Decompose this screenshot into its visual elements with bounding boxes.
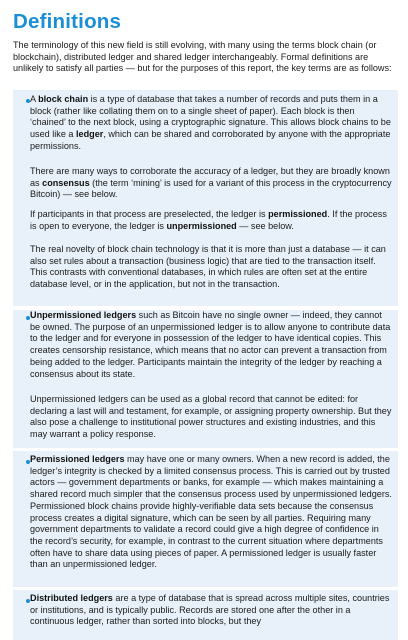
- term-permissioned-ledgers: Permissioned ledgers: [30, 454, 125, 464]
- distributed-definition: Distributed ledgers are a type of database that is spread across multiple sites, countries or institutions, and is typically public. Records are stored one after the other in a continuous ledger, rather than sorted into blocks, but they: [30, 593, 390, 627]
- section-unpermissioned-ledgers: [13, 310, 398, 448]
- blockchain-definition: A block chain is a type of database that takes a number of records and puts them in a block (rather like collating them on to a single sheet of paper). Each block is then ‘chained’ to the next block, using a cryptographic signature. This allows block chains to be used like a ledger, which can be shared and corroborated by anyone with the appropriate permissions.: [30, 94, 391, 151]
- section-distributed-ledgers: [13, 590, 398, 640]
- term-block-chain: block chain: [38, 94, 89, 104]
- section-block-chain: [13, 90, 398, 306]
- term-permissioned: permissioned: [268, 209, 328, 219]
- term-ledger: ledger: [76, 129, 104, 140]
- section-permissioned-ledgers: [13, 451, 398, 587]
- novelty-paragraph: The real novelty of block chain technology is that it is more than just a database — it can also set rules about a transaction (business logic) that are tied to the transaction itself. This contrasts with conventional databases, in which rules are often set at the entire database level, or in the application, but not in the transaction.: [30, 244, 386, 290]
- permission-paragraph: If participants in that process are preselected, the ledger is permissioned. If the process is open to everyone, the ledger is unpermissioned — see below.: [30, 209, 387, 231]
- permissioned-definition: Permissioned ledgers may have one or many owners. When a new record is added, the ledger’s integrity is checked by a limited consensus process. This is carried out by trusted actors — government departments or banks, for example — which makes maintaining a shared record much simpler that the consensus process used by unpermissioned ledgers. Permissioned block chains provide highly-verifiable data sets because the consensus process creates a digital signature, which can be seen by all parties. Requiring many government departments to validate a record could give a high degree of confidence in the record’s security, for example, in contrast to the current situation where departments often have to share data using pieces of paper. A permissioned ledger is usually faster than an unpermissioned ledger.: [30, 454, 392, 570]
- intro-paragraph: The terminology of this new field is still evolving, with many using the terms block chain (or blockchain), distributed ledger and shared ledger interchangeably. Formal definitions are unlikely to satisfy all parties — but for the purposes of this report, the key terms are as follows:: [13, 40, 392, 74]
- consensus-paragraph: There are many ways to corroborate the accuracy of a ledger, but they are broadly known as consensus (the term ‘mining’ is used for a variant of this process in the cryptocurrency Bitcoin) — see below.: [30, 166, 392, 200]
- term-unpermissioned-ledgers: Unpermissioned ledgers: [30, 310, 137, 320]
- page-title: Definitions: [13, 10, 122, 33]
- term-unpermissioned: unpermissioned: [166, 220, 237, 231]
- unpermissioned-definition: Unpermissioned ledgers such as Bitcoin have no single owner — indeed, they cannot be owned. The purpose of an unpermissioned ledger is to allow anyone to contribute data to the ledger and for everyone in possession of the ledger to have identical copies. This creates censorship resistance, which means that no actor can prevent a transaction from being added to the ledger. Participants maintain the integrity of the ledger by reaching a consensus about its state.: [30, 310, 391, 379]
- term-consensus: consensus: [42, 177, 90, 188]
- unpermissioned-uses-paragraph: Unpermissioned ledgers can be used as a global record that cannot be edited: for declaring a last will and testament, for example, or assigning property ownership. But they also pose a challenge to institutional power structures and existing industries, and this may warrant a policy response.: [30, 394, 392, 440]
- term-distributed-ledgers: Distributed ledgers: [30, 593, 113, 603]
